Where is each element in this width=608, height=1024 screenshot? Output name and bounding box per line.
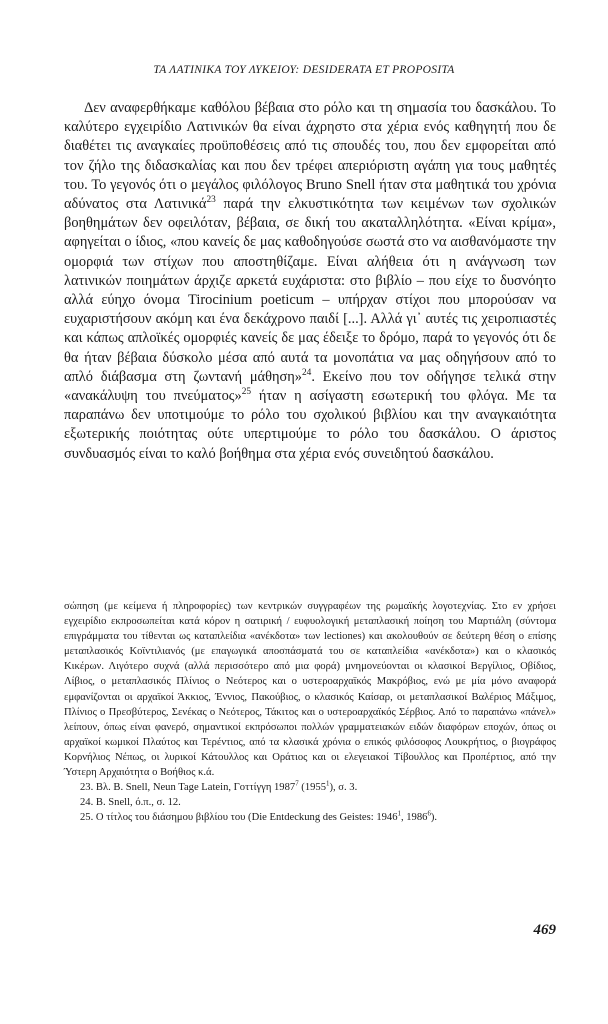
- main-text: [64, 99, 556, 464]
- body-paragraph: [64, 99, 556, 464]
- footnote-25-first-edition: 1: [397, 810, 401, 818]
- footnote-continued: σώπηση (με κείμενα ή πληροφορίες) των κεντρικών συγγραφέων της ρωμαϊκής λογοτεχνίας. Στο εν χρήσει εγχειρίδιο εκπροσωπείται κατά κόρον η σατιρική / ευφυολογική μεταπλασική ποίηση του Μαρτιάλη (σύντομα επιγράμματα του τίθενται ως καταπλείδια «ανέκδοτα» των lectiones) και ακολουθούν σε δεύτερη θέση ο επίσης μεταπλασικός Κοϊντιλιανός (με επαγωγικά αποσπάσματά του σε καταπλείδια «ανέκδοτα») και ο κλασικός Κικέρων. Λιγότερο συχνά (αλλά περισσότερο από μια φορά) μνημονεύονται οι κλασικοί Βεργίλιος, Οβίδιος, Λίβιος, ο μεταπλασικός Πλίνιος ο Νεότερος και ο υστεροαρχαϊκός Μακρόβιος, ενώ με μία μόνο αναφορά εμφανίζονται οι αρχαϊκοί Άκκιος, Έννιος, Πακούβιος, ο κλασικός Καίσαρ, οι μεταπλασικοί Βαλέριος Μάξιμος, Πλίνιος ο Πρεσβύτερος, Σενέκας ο Νεότερος, Τάκιτος και ο υστεροαρχαϊκός Σέρβιος. Από το παραπάνω «πάνελ» λείπουν, όπως είναι φανερό, σημαντικοί εκπρόσωποι πολλών γραμματειακών ειδών διαφόρων εποχών, όπως οι αρχαϊκοί κωμικοί Πλαύτος και Τερέντιος, από τα κλασικά χρόνια ο επικός φιλόσοφος Λουκρήτιος, ο βιογράφος Κορνήλιος Νέπως, οι λυρικοί Κάτουλλος και Οράτιος και οι ελεγειακοί Τίβουλλος και Προπέρτιος, από την Ύστερη Αρχαιότητα ο Βοήθιος κ.ά.: [64, 601, 556, 779]
- footnotes: [64, 599, 556, 825]
- footnote-ref-23: 23: [206, 195, 216, 206]
- footnote-ref-25: 25: [241, 387, 252, 398]
- footnote-25-tail: ).: [430, 812, 438, 824]
- footnote-25-edition: 6: [427, 810, 431, 818]
- footnote-25-mid: , 1986: [400, 812, 428, 824]
- footnote-25-text: 25. Ο τίτλος του διάσημου βιβλίου του (Die Entdeckung des Geistes: 1946: [80, 812, 398, 824]
- footnote-24: 24. B. Snell, ό.π., σ. 12.: [80, 797, 181, 809]
- footnote-23-tail: ), σ. 3.: [329, 782, 358, 794]
- footnote-23-text: 23. Βλ. B. Snell, Neun Tage Latein, Γοττίγγη 1987: [80, 782, 296, 794]
- footnote-25: [64, 810, 556, 825]
- footnote-23-edition: 7: [295, 780, 299, 788]
- footnote-23: [64, 780, 556, 795]
- footnote-ref-24: 24: [301, 368, 312, 379]
- paragraph-segment-3: . Εκείνο που τον οδήγησε τελικά στην «ανακάλυψη του πνεύματος»: [64, 368, 556, 405]
- footnote-23-mid: (1955: [298, 782, 327, 794]
- running-header: ΤΑ ΛΑΤΙΝΙΚΑ ΤΟΥ ΛΥΚΕΙΟΥ: DESIDERATA ET PROPOSITA: [153, 64, 455, 76]
- paragraph-segment-1: Δεν αναφερθήκαμε καθόλου βέβαια στο ρόλο και τη σημασία του δασκάλου. Το καλύτερο εγχειρίδιο Λατινικών θα είναι άχρηστο στα χέρια ενός καθηγητή που δε διαθέτει τις αναγκαίες προϋποθέσεις από τις σπουδές του, που δεν εμφορείται από τον ζήλο της διδασκαλίας και που δεν τρέφει απεριόριστη αγάπη για τους μαθητές του. Το γεγονός ότι ο μεγάλος φιλόλογος Bruno Snell ήταν στα μαθητικά του χρόνια αδύνατος στα Λατινικά: [64, 100, 556, 213]
- paragraph-segment-4: ήταν η ασίγαστη εσωτερική του φλόγα. Με τα παραπάνω δεν υποτιμούμε το ρόλο του σχολικού βιβλίου και την αναγκαιότητα εξωτερικής ποιότητας ούτε υπερτιμούμε το ρόλο του δασκάλου. Ο άριστος συνδυασμός είναι το καλό βοήθημα στα χέρια ενός συνειδητού δασκάλου.: [64, 388, 556, 462]
- footnote-23-first-edition: 1: [326, 780, 330, 788]
- paragraph-segment-2: παρά την ελκυστικότητα των κειμένων των σχολικών βοηθημάτων δεν οφειλόταν, βέβαια, σε δική του ακαταλληλότητα. «Είναι κρίμα», αφηγείται ο ίδιος, «που κανείς δε μας καθοδηγούσε σωστά στο να αισθανόμαστε την ομορφιά των στίχων που αποστηθίζαμε. Είναι αλήθεια ότι η ανάγνωση των λατινικών ποιημάτων άρχιζε αρκετά ευχάριστα: στο βιβλίο – που είχε το δυσνόητο αλλά εύηχο όνομα Tirocinium poeticum – υπήρχαν στίχοι που μπορούσαν να ευχαριστήσουν ακόμη και ένα δεκάχρονο παιδί [...]. Αλλά γι᾽ αυτές τις χειροπιαστές και κάπως απλοϊκές ομορφιές κανείς δε μας έδειξε το δρόμο, παρά το γεγονός ότι δε θα ήταν βέβαια δύσκολο μέσα από αυτά τα μονοπάτια να μας οδηγήσουν από το απλό διάβασμα στη ζωντανή μάθηση»: [64, 196, 557, 385]
- page-number: 469: [533, 922, 556, 938]
